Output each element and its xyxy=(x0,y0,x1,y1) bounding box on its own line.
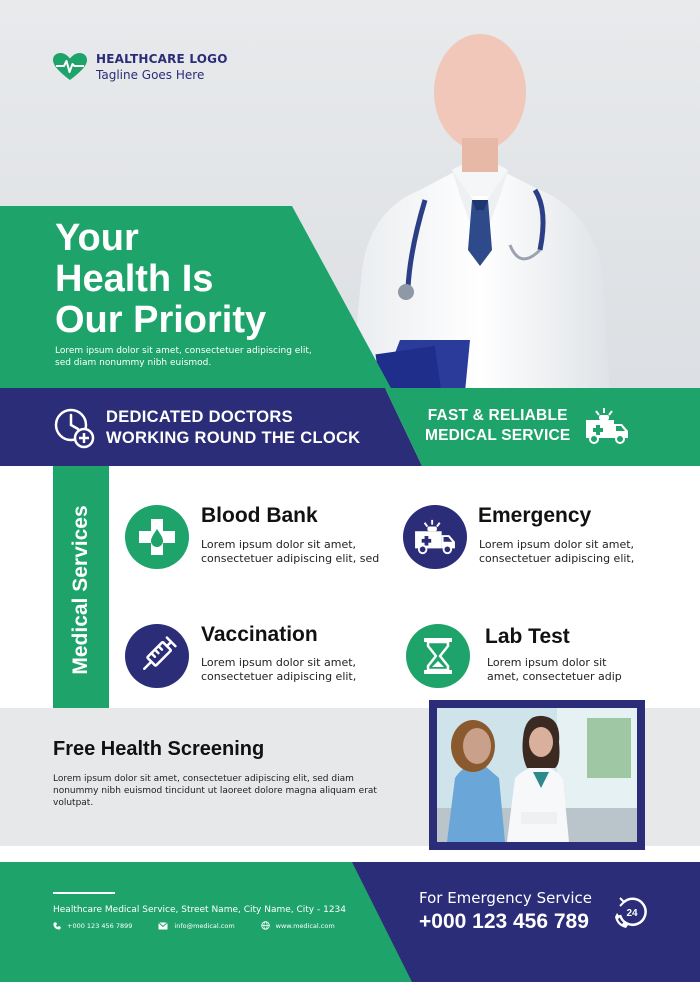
vaccination-icon-badge xyxy=(125,624,189,688)
footer-phone-text: +000 123 456 7899 xyxy=(67,921,133,930)
feature-banner xyxy=(0,388,700,466)
brand-logo xyxy=(52,52,228,82)
service-desc-line: Lorem ipsum dolor sit amet, xyxy=(201,656,357,669)
blood-drop-cross-icon xyxy=(137,517,177,557)
service-title-blood-bank: Blood Bank xyxy=(201,504,318,527)
headline-line-3: Our Priority xyxy=(55,299,267,341)
service-desc-vaccination xyxy=(201,656,356,684)
banner-right-line-1: FAST & RELIABLE xyxy=(427,407,568,424)
consultation-photo-frame xyxy=(429,700,645,850)
service-desc-line: consectetuer adipiscing elit, xyxy=(201,670,357,683)
clock-plus-icon xyxy=(52,406,96,450)
screening-title: Free Health Screening xyxy=(53,738,265,760)
hero-section xyxy=(0,0,700,390)
hero-subtext xyxy=(55,345,345,369)
ambulance-icon xyxy=(413,518,457,556)
logo-title: HEALTHCARE LOGO xyxy=(96,52,228,66)
service-desc-line: Lorem ipsum dolor sit amet, xyxy=(201,538,357,551)
footer-website-text: www.medical.com xyxy=(275,921,335,930)
logo-tagline: Tagline Goes Here xyxy=(96,68,205,82)
footer-address: Healthcare Medical Service, Street Name, City Name, City - 1234 xyxy=(53,905,347,915)
syringe-icon xyxy=(137,636,177,676)
service-desc-line: consectetuer adipiscing elit, sed xyxy=(201,552,380,565)
service-desc-line: Lorem ipsum dolor sit amet, xyxy=(479,538,635,551)
consultation-photo xyxy=(437,708,637,842)
lab-test-icon-badge xyxy=(406,624,470,688)
ambulance-icon xyxy=(584,406,630,446)
phone-icon xyxy=(53,922,61,930)
banner-right-feature xyxy=(425,406,630,446)
hours-24-text: 24 xyxy=(626,908,638,919)
emergency-label: For Emergency Service xyxy=(419,889,593,907)
hourglass-icon xyxy=(421,636,455,676)
email-icon xyxy=(158,922,168,930)
doctor-photo xyxy=(340,20,640,390)
service-desc-lab-test xyxy=(487,656,622,684)
hero-headline xyxy=(55,218,266,341)
footer-contacts xyxy=(53,921,335,930)
screening-description: Lorem ipsum dolor sit amet, consectetuer adipiscing elit, sed diam nonummy nibh euismod tincidunt ut laoreet dolore magna aliquam erat volutpat. xyxy=(53,774,377,808)
footer-email xyxy=(158,922,234,930)
service-desc-blood-bank xyxy=(201,538,379,566)
blood-bank-icon-badge xyxy=(125,505,189,569)
service-desc-line: consectetuer adipiscing elit, xyxy=(479,552,635,565)
footer-email-text: info@medical.com xyxy=(174,921,235,930)
headline-line-2: Health Is xyxy=(55,258,214,300)
headline-line-1: Your xyxy=(55,217,139,259)
footer-divider xyxy=(53,892,115,894)
service-title-lab-test: Lab Test xyxy=(485,625,570,648)
emergency-phone: +000 123 456 789 xyxy=(419,910,589,933)
hours-24-phone-icon xyxy=(614,895,648,929)
footer-website xyxy=(261,921,335,930)
banner-left-line-1: DEDICATED DOCTORS xyxy=(106,408,293,426)
banner-right-line-2: MEDICAL SERVICE xyxy=(425,427,571,444)
banner-left-feature xyxy=(52,406,360,450)
hero-subtext-line-1: Lorem ipsum dolor sit amet, consectetuer adipiscing elit, xyxy=(55,346,312,356)
hero-subtext-line-2: sed diam nonummy nibh euismod. xyxy=(55,358,212,368)
heart-pulse-icon xyxy=(52,52,88,82)
service-title-vaccination: Vaccination xyxy=(201,623,318,646)
service-desc-line: Lorem ipsum dolor sit xyxy=(487,656,607,669)
emergency-icon-badge xyxy=(403,505,467,569)
service-desc-line: amet, consectetuer adip xyxy=(487,670,622,683)
footer-phone xyxy=(53,922,132,930)
globe-icon xyxy=(261,921,270,930)
services-section-label: Medical Services xyxy=(69,505,92,675)
banner-left-line-2: WORKING ROUND THE CLOCK xyxy=(106,429,361,447)
service-title-emergency: Emergency xyxy=(478,504,592,527)
service-desc-emergency xyxy=(479,538,634,566)
